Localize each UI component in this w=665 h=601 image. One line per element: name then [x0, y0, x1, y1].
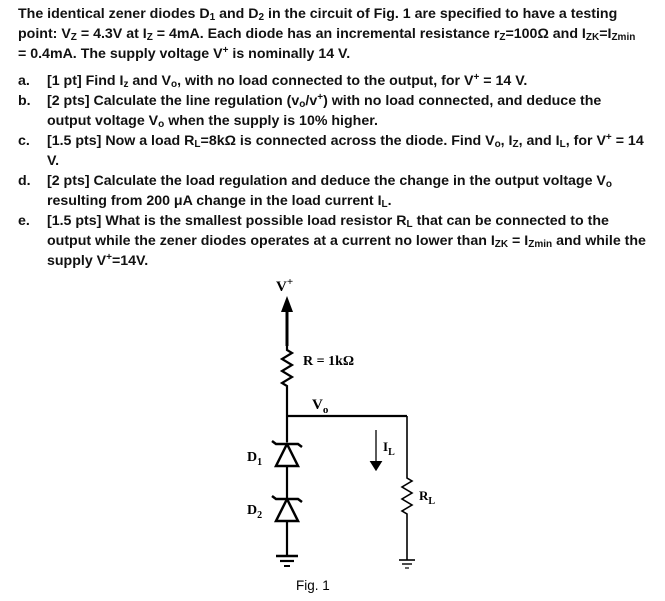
question-label: a. [18, 73, 30, 89]
resistor-label: R = 1kΩ [303, 354, 355, 369]
ground-symbol [276, 556, 298, 566]
question-label: d. [18, 173, 31, 189]
supply-label: V+ [276, 276, 294, 295]
question-text: [1.5 pts] Now a load $R_L=8k\Omega$ is connected across the diode. Find $V_o$, $I_Z$, and $I_L$, for V+ = 14 V. [47, 132, 644, 169]
rl-label: $R_L$ [419, 488, 436, 507]
load-resistor [402, 474, 412, 518]
question-label: c. [18, 133, 30, 149]
il-label: $I_L$ [383, 439, 395, 458]
output-label: $V_o$ [312, 397, 329, 416]
d1-label: $D_1$ [247, 450, 263, 468]
problem-intro: The identical zener diodes $D_1$ and $D_2$ in the circuit of Fig. 1 are specified to have a testing point: $V_Z = 4.3V$ at $I_Z = 4mA$. Each diode has an incremental resistance $r_Z=100\Omega$ and $I_{ZK}=I_{Zmin} = 0.4mA$. The supply voltage V+ is nominally 14 V. [18, 6, 636, 62]
series-resistor [282, 346, 292, 390]
question-text: [2 pts] Calculate the line regulation $(v_o/v^+)$ with no load connected, and deduce the output voltage $V_o$ when the supply is 10% higher. [47, 92, 602, 130]
question-label: e. [18, 213, 30, 229]
figure-caption: Fig. 1 [296, 578, 330, 593]
question-label: b. [18, 93, 31, 109]
d2-label: $D_2$ [247, 503, 263, 521]
question-text: [1 pt] Find $I_z$ and $V_o$, with no load connected to the output, for V+ = 14 V. [47, 72, 528, 90]
ground-symbol [399, 560, 415, 568]
zener-d1 [272, 441, 302, 466]
supply-arrow [281, 296, 293, 346]
question-text: [1.5 pts] What is the smallest possible load resistor $R_L$ that can be connected to the output while the zener diodes operates at a current no lower than $I_{ZK} = I_{Zmin}$ and while the supply V+=14V. [47, 213, 646, 269]
zener-d2 [272, 496, 302, 521]
question-text: [2 pts] Calculate the load regulation and deduce the change in the output voltage $V_o$ resulting from 200 μA change in the load current $I_L$. [47, 173, 612, 210]
